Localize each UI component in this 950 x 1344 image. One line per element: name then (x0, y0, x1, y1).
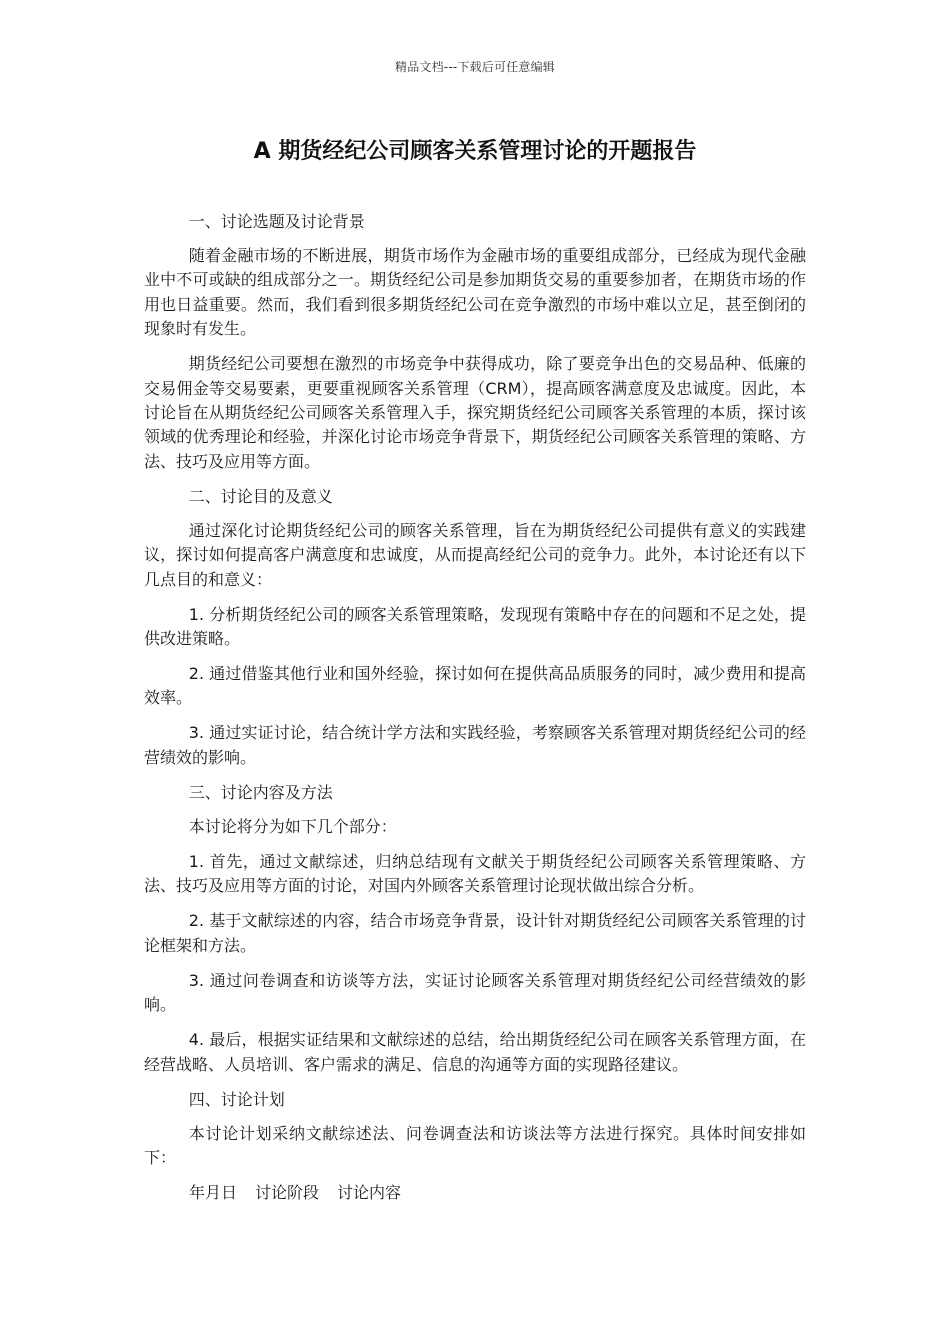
paragraph: 本讨论计划采纳文献综述法、问卷调查法和访谈法等方法进行探究。具体时间安排如下： (144, 1123, 806, 1167)
schedule-header-row (144, 1181, 806, 1205)
schedule-col-content: 讨论内容 (337, 1182, 402, 1202)
schedule-col-date: 年月日 (189, 1182, 238, 1202)
section-heading: 三、讨论内容及方法 (188, 782, 333, 802)
section-heading: 一、讨论选题及讨论背景 (188, 212, 365, 231)
list-item: 2. 基于文献综述的内容，结合市场竞争背景，设计针对期货经纪公司顾客关系管理的讨论框架和方法。 (144, 911, 806, 955)
list-item: 3. 通过问卷调查和访谈等方法，实证讨论顾客关系管理对期货经纪公司经营绩效的影响。 (144, 970, 806, 1015)
list-item: 1. 分析期货经纪公司的顾客关系管理策略，发现现有策略中存在的问题和不足之处，提供改进策略。 (144, 604, 806, 649)
header-note: 精品文档---下载后可任意编辑 (395, 60, 555, 74)
paragraph: 通过深化讨论期货经纪公司的顾客关系管理，旨在为期货经纪公司提供有意义的实践建议，探讨如何提高客户满意度和忠诚度，从而提高经纪公司的竞争力。此外，本讨论还有以下几点目的和意义： (144, 520, 806, 589)
document-body (144, 210, 806, 1205)
list-item: 1. 首先，通过文献综述，归纳总结现有文献关于期货经纪公司顾客关系管理策略、方法、技巧及应用等方面的讨论，对国内外顾客关系管理讨论现状做出综合分析。 (144, 851, 806, 896)
section-heading: 二、讨论目的及意义 (188, 486, 333, 506)
list-item: 4. 最后，根据实证结果和文献综述的总结，给出期货经纪公司在顾客关系管理方面，在经营战略、人员培训、客户需求的满足、信息的沟通等方面的实现路径建议。 (144, 1030, 806, 1074)
paragraph: 随着金融市场的不断进展，期货市场作为金融市场的重要组成部分，已经成为现代金融业中不可或缺的组成部分之一。期货经纪公司是参加期货交易的重要参加者，在期货市场的作用也日益重要。然而，我们看到很多期货经纪公司在竞争激烈的市场中难以立足，甚至倒闭的现象时有发生。 (144, 246, 806, 339)
list-item: 2. 通过借鉴其他行业和国外经验，探讨如何在提供高品质服务的同时，减少费用和提高效率。 (144, 664, 806, 708)
paragraph: 本讨论将分为如下几个部分： (188, 816, 397, 836)
section-heading: 四、讨论计划 (188, 1089, 285, 1109)
schedule-col-stage: 讨论阶段 (255, 1182, 320, 1202)
paragraph: 期货经纪公司要想在激烈的市场竞争中获得成功，除了要竞争出色的交易品种、低廉的交易佣金等交易要素，更要重视顾客关系管理（CRM），提高顾客满意度及忠诚度。因此，本讨论旨在从期货经纪公司顾客关系管理入手，探究期货经纪公司顾客关系管理的本质，探讨该领域的优秀理论和经验，并深化讨论市场竞争背景下，期货经纪公司顾客关系管理的策略、方法、技巧及应用等方面。 (144, 354, 806, 471)
list-item: 3. 通过实证讨论，结合统计学方法和实践经验，考察顾客关系管理对期货经纪公司的经营绩效的影响。 (144, 723, 806, 767)
document-title: A 期货经纪公司顾客关系管理讨论的开题报告 (253, 139, 697, 164)
